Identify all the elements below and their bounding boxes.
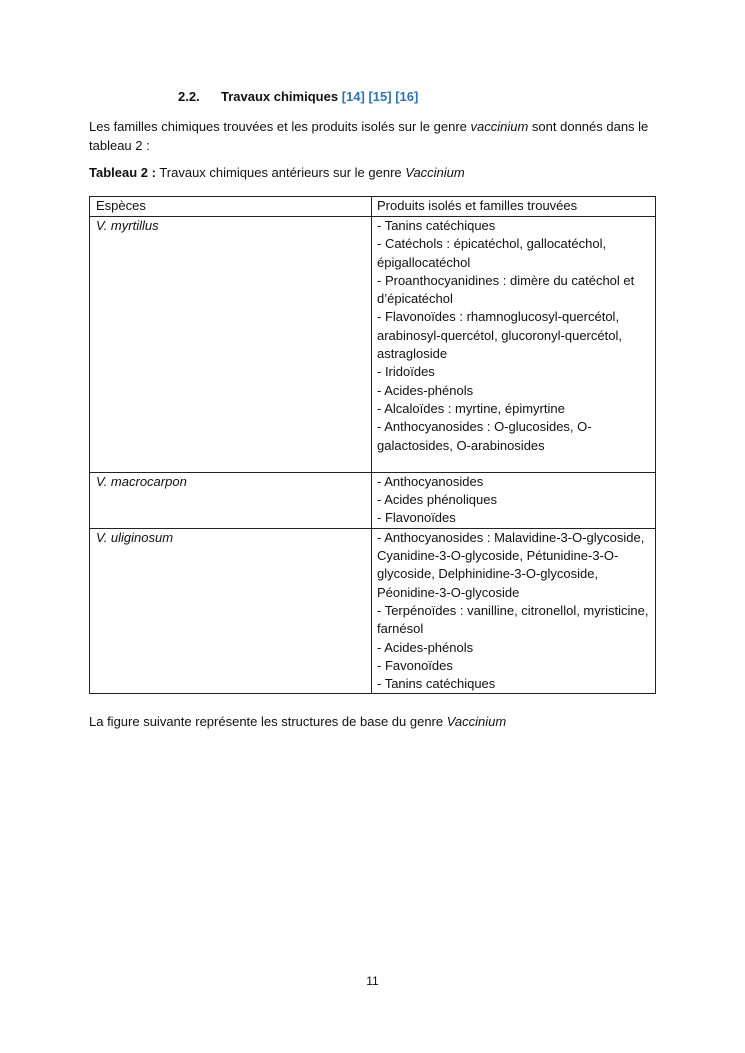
chemistry-table — [89, 196, 656, 694]
product-item: - Tanins catéchiques — [377, 218, 496, 233]
table-row — [90, 472, 656, 528]
intro-paragraph: Les familles chimiques trouvées et les produits isolés sur le genre vaccinium sont donnés dans le tableau 2 : — [89, 119, 649, 153]
table-header-row — [90, 197, 656, 217]
table-row — [90, 217, 656, 473]
product-item: - Anthocyanosides : Malavidine-3-O-glycoside, Cyanidine-3-O-glycoside, Pétunidine-3-O-glycoside, Delphinidine-3-O-glycoside, Péonidine-3-O-glycoside — [377, 529, 645, 600]
products-cell — [372, 528, 656, 694]
product-item: - Terpénoïdes : vanilline, citronellol, myristicine, farnésol — [377, 602, 649, 637]
product-item: - Anthocyanosides — [377, 473, 484, 489]
species-name: V. macrocarpon — [96, 473, 187, 489]
product-item: - Proanthocyanidines : dimère du catéchol et d’épicatéchol — [377, 272, 635, 307]
caption-label: Tableau 2 : — [89, 165, 156, 180]
reference-link[interactable]: [16] — [395, 89, 419, 104]
products-cell — [372, 217, 656, 473]
table-caption: Tableau 2 : Travaux chimiques antérieurs sur le genre Vaccinium — [89, 165, 465, 180]
figure-intro-paragraph: La figure suivante représente les structures de base du genre Vaccinium — [89, 714, 507, 729]
product-item: - Acides-phénols — [377, 639, 474, 655]
genus-name: Vaccinium — [446, 714, 507, 729]
section-heading — [178, 89, 418, 104]
page-number: 11 — [366, 974, 379, 988]
product-item: - Tanins catéchiques — [377, 676, 496, 692]
product-item: - Flavonoïdes : rhamnoglucosyl-quercétol, arabinosyl-quercétol, glucoronyl-quercétol, astragloside — [377, 309, 622, 362]
column-header-products: Produits isolés et familles trouvées — [372, 197, 656, 217]
product-item: - Anthocyanosides : O-glucosides, O-galactosides, O-arabinosides — [377, 419, 592, 453]
genus-name: Vaccinium — [405, 165, 465, 180]
genus-name: vaccinium — [470, 119, 529, 134]
reference-link[interactable]: [15] — [368, 89, 392, 104]
product-item: - Acides phénoliques — [377, 492, 497, 508]
table-row — [90, 528, 656, 694]
species-name: V. myrtillus — [96, 218, 159, 233]
product-item: - Flavonoïdes — [377, 510, 456, 526]
products-cell — [372, 472, 656, 528]
species-name: V. uliginosum — [96, 529, 174, 545]
product-item: - Alcaloïdes : myrtine, épimyrtine — [377, 400, 565, 416]
section-number: 2.2. — [178, 89, 200, 104]
product-item: - Catéchols : épicatéchol, gallocatéchol, épigallocatéchol — [377, 236, 607, 270]
section-title: Travaux chimiques — [221, 89, 339, 104]
product-item: - Acides-phénols — [377, 382, 474, 398]
product-item: - Iridoïdes — [377, 364, 435, 380]
product-item: - Favonoïdes — [377, 657, 453, 673]
reference-link[interactable]: [14] — [341, 89, 365, 104]
column-header-species: Espèces — [90, 197, 372, 217]
